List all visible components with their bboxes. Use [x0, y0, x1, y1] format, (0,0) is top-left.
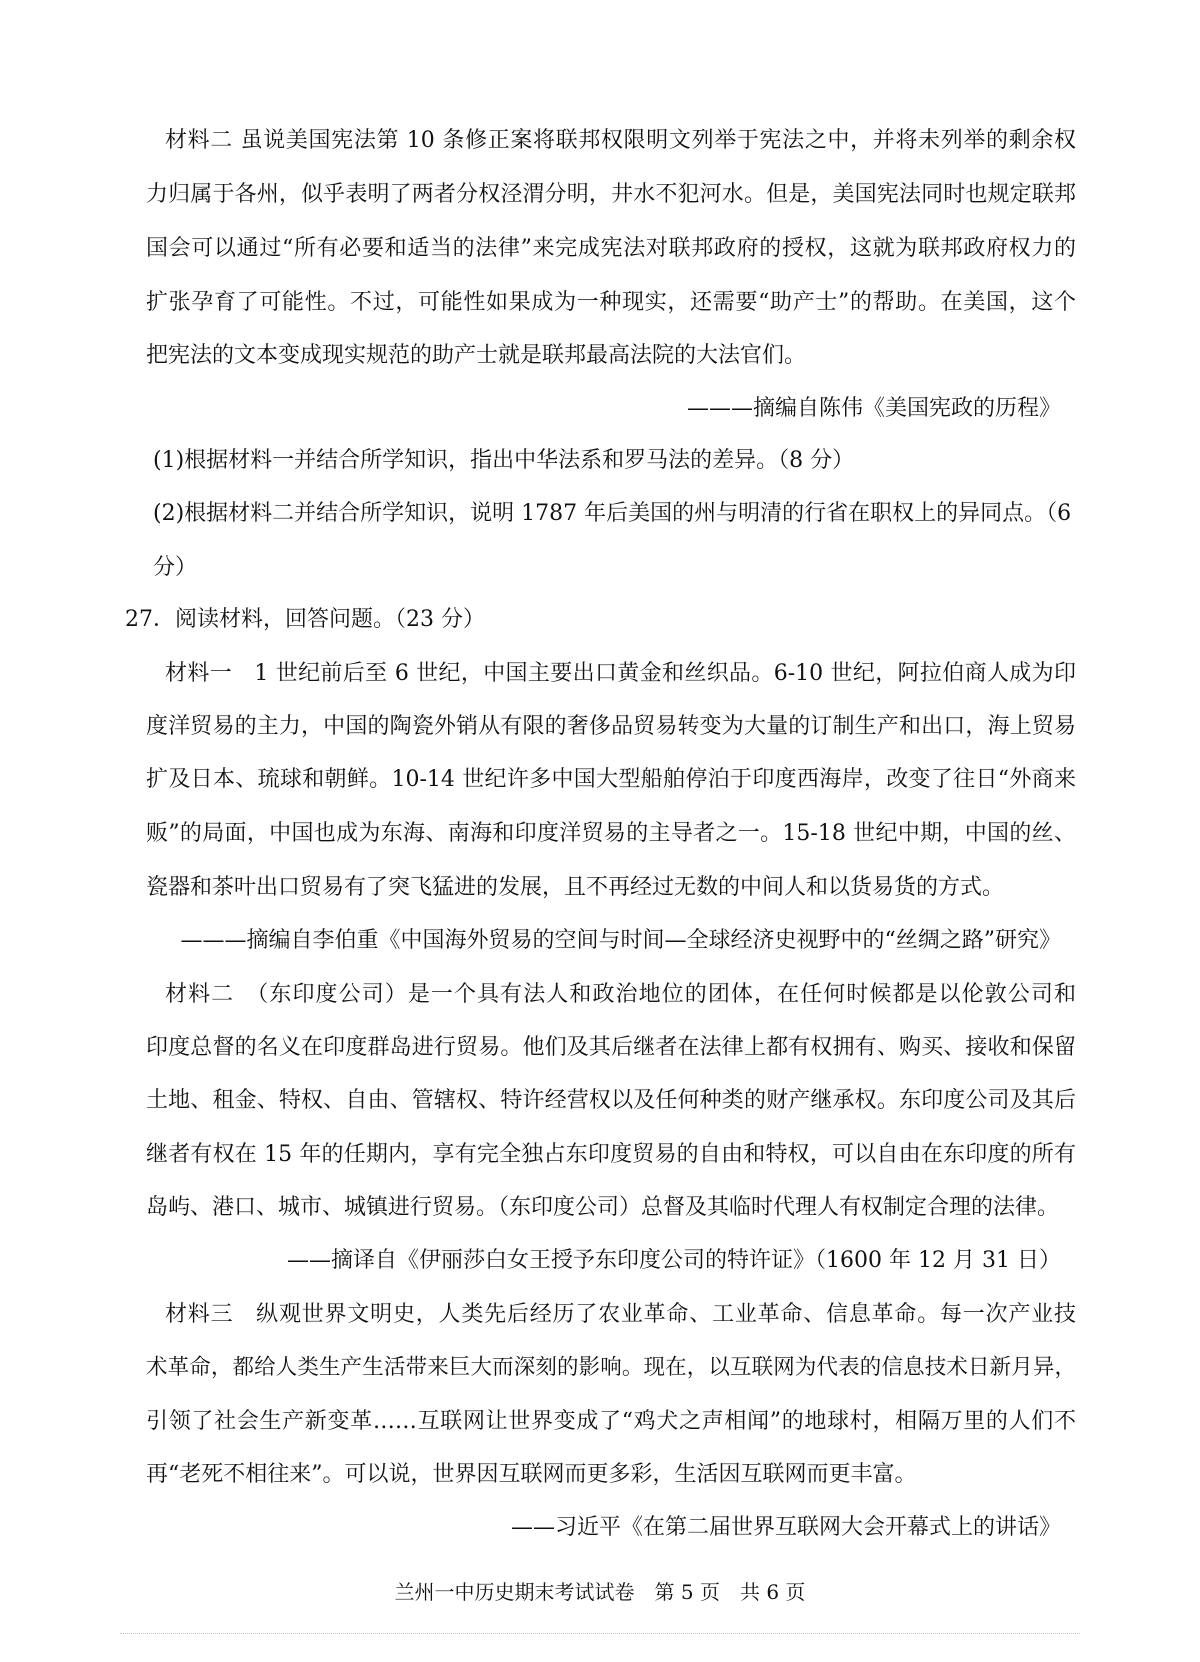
q26-question-2: (2)根据材料二并结合所学知识，说明 1787 年后美国的州与明清的行省在职权上的异同点。（6	[153, 501, 1072, 526]
q27-material2-line: 土地、租金、特权、自由、管辖权、特许经营权以及任何种类的财产继承权。东印度公司及其后	[146, 1088, 1076, 1113]
q27-material1-source: ———摘编自李伯重《中国海外贸易的空间与时间—全球经济史视野中的“丝绸之路”研究》	[180, 928, 1061, 953]
q26-material2-line: 把宪法的文本变成现实规范的助产士就是联邦最高法院的大法官们。	[146, 343, 807, 368]
q27-material2-line: 印度总督的名义在印度群岛进行贸易。他们及其后继者在法律上都有权拥有、购买、接收和保留	[146, 1035, 1076, 1060]
footer-dotted-rule	[120, 1633, 1080, 1634]
q26-question-1: (1)根据材料一并结合所学知识，指出中华法系和罗马法的差异。（8 分）	[153, 448, 855, 473]
q27-material3-line: 术革命，都给人类生产生活带来巨大而深刻的影响。现在，以互联网为代表的信息技术日新月异，	[146, 1355, 1076, 1380]
q26-material2-line: 国会可以通过“所有必要和适当的法律”来完成宪法对联邦政府的授权，这就为联邦政府权力的	[146, 236, 1076, 261]
q27-heading: 27．阅读材料，回答问题。（23 分）	[125, 607, 485, 632]
q26-material2-line: 扩张孕育了可能性。不过，可能性如果成为一种现实，还需要“助产士”的帮助。在美国，这个	[146, 290, 1076, 315]
q26-material2-line: 材料二 虽说美国宪法第 10 条修正案将联邦权限明文列举于宪法之中，并将未列举的剩余权	[165, 128, 1076, 153]
q27-material2-source: ——摘译自《伊丽莎白女王授予东印度公司的特许证》（1600 年 12 月 31 日）	[287, 1248, 1061, 1273]
q27-material1-line: 度洋贸易的主力，中国的陶瓷外销从有限的奢侈品贸易转变为大量的订制生产和出口，海上贸易	[146, 714, 1076, 739]
q26-question-2-continued: 分）	[153, 555, 198, 580]
q27-material1-line: 扩及日本、琉球和朝鲜。10-14 世纪许多中国大型船舶停泊于印度西海岸，改变了往日“外商来	[146, 767, 1076, 792]
q27-material2-line: 继者有权在 15 年的任期内，享有完全独占东印度贸易的自由和特权，可以自由在东印度的所有	[146, 1142, 1076, 1167]
q26-material2-source: ———摘编自陈伟《美国宪政的历程》	[686, 396, 1061, 421]
q26-material2-line: 力归属于各州，似乎表明了两者分权泾渭分明，井水不犯河水。但是，美国宪法同时也规定联邦	[146, 182, 1076, 207]
q27-material3-source: ——习近平《在第二届世界互联网大会开幕式上的讲话》	[510, 1515, 1061, 1540]
page-footer: 兰州一中历史期末考试试卷 第 5 页 共 6 页	[394, 1580, 806, 1604]
q27-material1-line: 材料一 1 世纪前后至 6 世纪，中国主要出口黄金和丝织品。6-10 世纪，阿拉伯商人成为印	[165, 661, 1076, 686]
q27-material3-line: 引领了社会生产新变革……互联网让世界变成了“鸡犬之声相闻”的地球村，相隔万里的人们不	[146, 1409, 1076, 1434]
q27-material2-line: 岛屿、港口、城市、城镇进行贸易。（东印度公司）总督及其临时代理人有权制定合理的法律。	[146, 1195, 1060, 1220]
q27-material2-line: 材料二 （东印度公司）是一个具有法人和政治地位的团体，在任何时候都是以伦敦公司和	[165, 982, 1076, 1007]
q27-material1-line: 贩”的局面，中国也成为东海、南海和印度洋贸易的主导者之一。15-18 世纪中期，中国的丝、	[146, 821, 1076, 846]
q27-material3-line: 材料三 纵观世界文明史，人类先后经历了农业革命、工业革命、信息革命。每一次产业技	[165, 1302, 1076, 1327]
q27-material1-line: 瓷器和茶叶出口贸易有了突飞猛进的发展，且不再经过无数的中间人和以货易货的方式。	[146, 875, 1005, 900]
q27-material3-line: 再“老死不相往来”。可以说，世界因互联网而更多彩，生活因互联网而更丰富。	[146, 1462, 917, 1487]
